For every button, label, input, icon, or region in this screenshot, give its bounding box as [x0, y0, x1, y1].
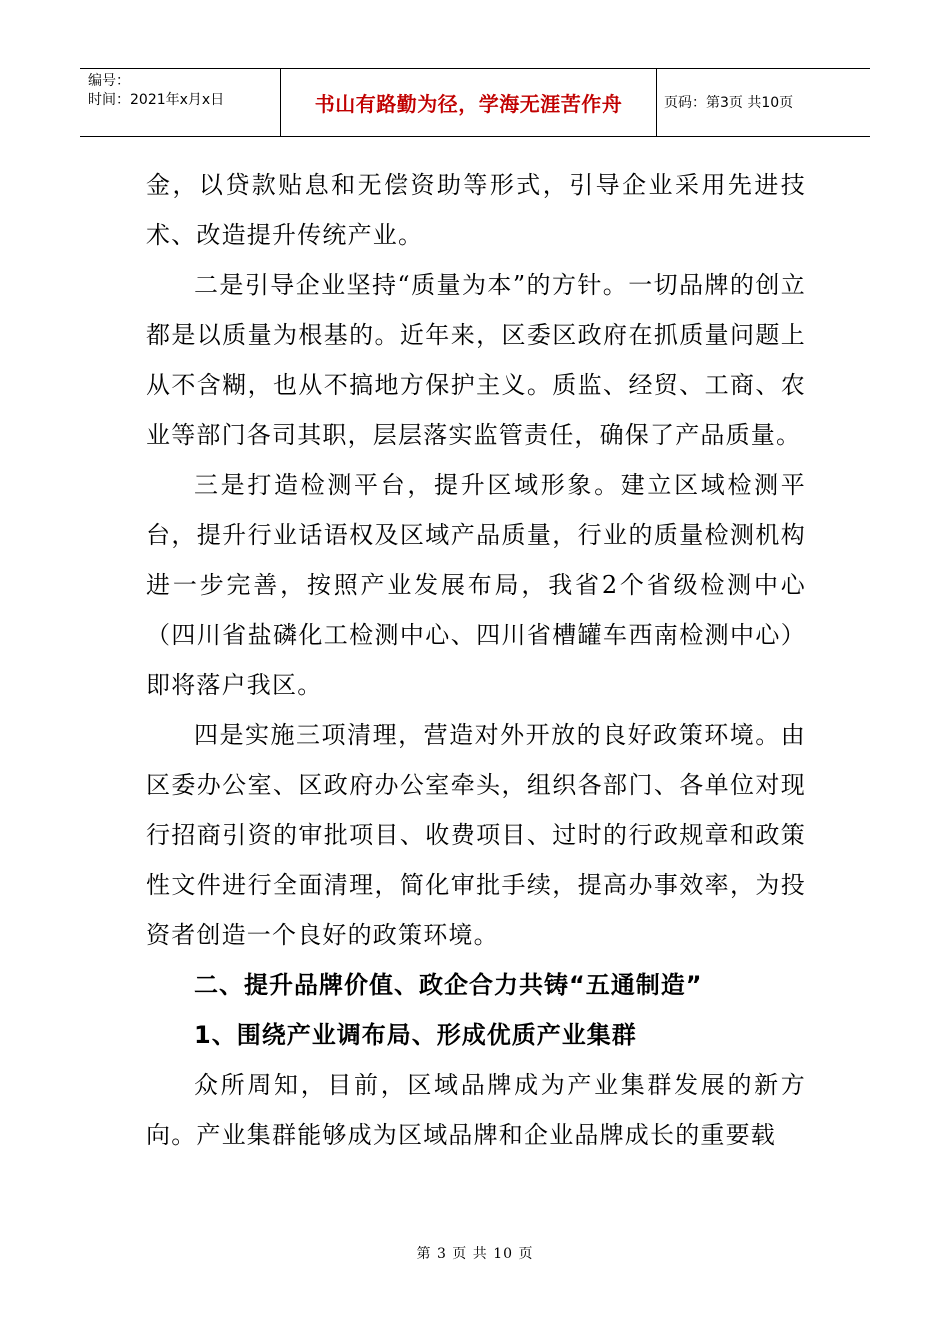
header-page-number: 页码：第3页 共10页	[664, 95, 794, 111]
serial-label: 编号：	[88, 73, 130, 89]
header-meta	[88, 72, 278, 110]
section-heading: 二、提升品牌价值、政企合力共铸“五通制造”	[194, 971, 703, 999]
date-label: 时间：2021年x月x日	[88, 92, 225, 108]
document-body	[146, 160, 806, 1160]
paragraph-1: 金，以贷款贴息和无偿资助等形式，引导企业采用先进技术、改造提升传统产业。	[146, 171, 806, 249]
paragraph-5: 众所周知，目前，区域品牌成为产业集群发展的新方向。产业集群能够成为区域品牌和企业品牌成长的重要载	[146, 1071, 806, 1149]
header-bottom-rule	[80, 136, 870, 137]
page-footer: 第 3 页 共 10 页	[416, 1246, 534, 1262]
paragraph-4: 四是实施三项清理，营造对外开放的良好政策环境。由区委办公室、区政府办公室牵头，组织各部门、各单位对现行招商引资的审批项目、收费项目、过时的行政规章和政策性文件进行全面清理，简化审批手续，提高办事效率，为投资者创造一个良好的政策环境。	[146, 721, 806, 949]
paragraph-3: 三是打造检测平台，提升区域形象。建立区域检测平台，提升行业话语权及区域产品质量，行业的质量检测机构进一步完善，按照产业发展布局，我省2个省级检测中心（四川省盐磷化工检测中心、四川省槽罐车西南检测中心）即将落户我区。	[146, 471, 806, 699]
subsection-heading: 1、围绕产业调布局、形成优质产业集群	[194, 1021, 637, 1049]
header-motto: 书山有路勤为径，学海无涯苦作舟	[314, 91, 623, 116]
paragraph-2: 二是引导企业坚持“质量为本”的方针。一切品牌的创立都是以质量为根基的。近年来，区委区政府在抓质量问题上从不含糊，也从不搞地方保护主义。质监、经贸、工商、农业等部门各司其职，层层落实监管责任，确保了产品质量。	[146, 271, 806, 449]
header-divider-right	[656, 68, 657, 136]
